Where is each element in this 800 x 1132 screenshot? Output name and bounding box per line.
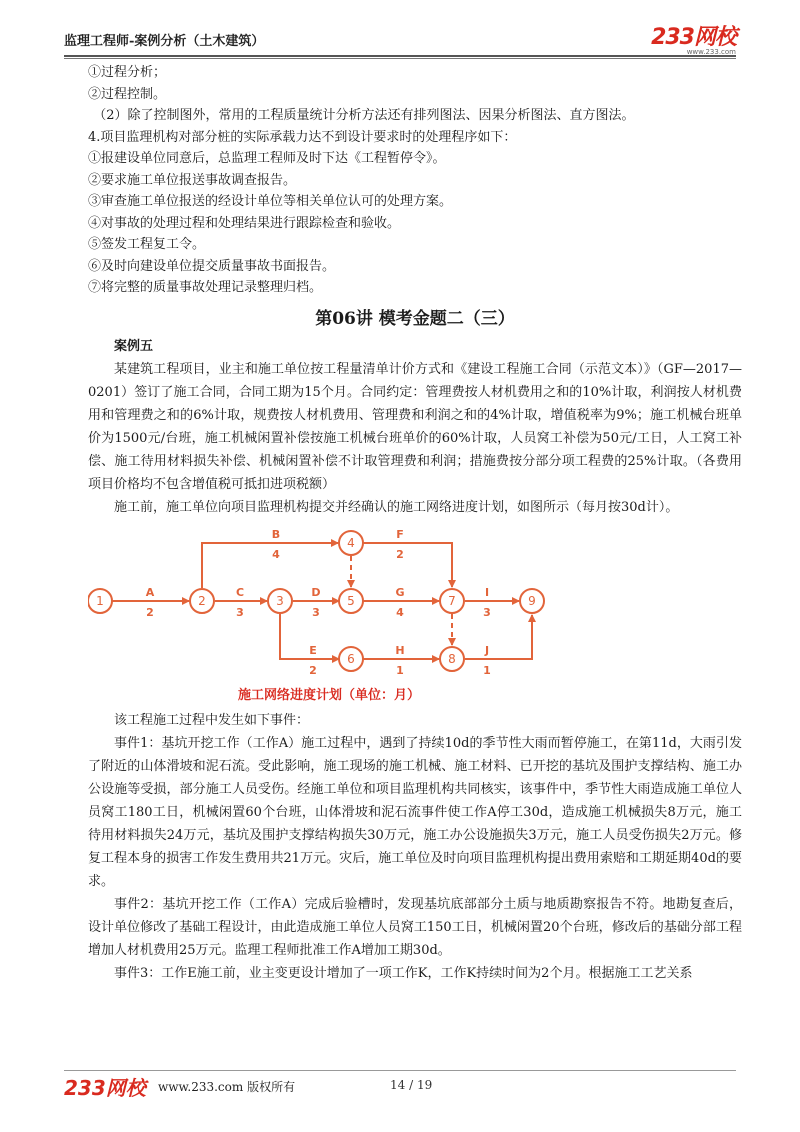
activity-duration-g: 4	[396, 605, 404, 619]
node-label-8: 8	[448, 651, 456, 666]
header-divider	[64, 55, 736, 57]
section-title: 第06讲 模考金题二（三）	[315, 308, 515, 329]
case-title: 案例五	[114, 339, 154, 354]
activity-duration-b: 4	[272, 547, 280, 561]
text-line: 4.项目监理机构对部分桩的实际承载力达不到设计要求时的处理程序如下：	[88, 129, 517, 145]
activity-duration-c: 3	[236, 605, 244, 619]
activity-label-e: E	[309, 643, 317, 657]
footer-copyright: www.233.com 版权所有	[158, 1080, 296, 1094]
text-line: ⑥及时向建设单位提交质量事故书面报告。	[88, 258, 336, 274]
header-divider-thin	[64, 58, 736, 59]
event-3-paragraph: 事件3：工作E施工前，业主变更设计增加了一项工作K，工作K持续时间为2个月。根据施工工艺关系	[114, 965, 693, 981]
node-label-2: 2	[198, 593, 206, 608]
logo-url: www.233.com	[686, 48, 736, 56]
text-line: ⑤签发工程复工令。	[88, 237, 206, 252]
text-line: （2）除了控制图外，常用的工程质量统计分析方法还有排列图法、因果分析图法、直方图法。	[93, 108, 635, 123]
activity-label-i: I	[484, 585, 490, 599]
activity-label-a: A	[145, 585, 155, 599]
text-line: ③审查施工单位报送的经设计单位等相关单位认可的处理方案。	[88, 194, 453, 209]
diagram-caption: 施工网络进度计划（单位：月）	[238, 687, 421, 703]
activity-label-d: D	[311, 585, 321, 599]
activity-duration-h: 1	[396, 663, 404, 677]
activity-arrow-f	[363, 543, 452, 587]
text-line: ⑦将完整的质量事故处理记录整理归档。	[88, 280, 323, 295]
activity-label-f: F	[396, 527, 404, 541]
network-diagram	[88, 523, 742, 703]
activity-label-g: G	[395, 585, 405, 599]
node-label-3: 3	[276, 593, 284, 608]
node-label-9: 9	[528, 593, 536, 608]
network-intro-paragraph: 施工前，施工单位向项目监理机构提交并经确认的施工网络进度计划，如图所示（每月按30d计）。	[114, 499, 679, 515]
activity-label-h: H	[395, 643, 405, 657]
activity-duration-e: 2	[309, 663, 317, 677]
activity-duration-i: 3	[483, 605, 491, 619]
footer-divider	[64, 1070, 736, 1071]
node-label-5: 5	[347, 593, 355, 608]
node-label-1: 1	[96, 593, 104, 608]
activity-duration-j: 1	[483, 663, 491, 677]
text-line: ④对事故的处理过程和处理结果进行跟踪检查和验收。	[88, 215, 401, 231]
page-content	[88, 62, 742, 985]
activity-duration-a: 2	[146, 605, 154, 619]
activity-duration-d: 3	[312, 605, 320, 619]
events-intro: 该工程施工过程中发生如下事件：	[114, 712, 310, 728]
node-label-4: 4	[347, 535, 355, 550]
case-intro-paragraph: 某建筑工程项目，业主和施工单位按工程量清单计价方式和《建设工程施工合同（示范文本）》（GF—2017—0201）签订了施工合同，合同工期为15个月。合同约定：管理费按人材机费用之和的10%计取，利润按人材机费用和管理费之和的6%计取，规费按人材机费用、管理费和利润之和的4%计取，增值税率为9%；施工机械台班单价为1500元/台班，施工机械闲置补偿按施工机械台班单价的60%计取，人员窝工补偿为50元/工日，人工窝工补偿、施工待用材料损失补偿、机械闲置补偿不计取管理费和利润；措施费按分部分项工程费的25%计取。（各费用项目价格均不包含增值税可抵扣进项税额）	[88, 361, 742, 492]
activity-arrow-j	[465, 615, 532, 659]
network-diagram-svg	[88, 523, 742, 703]
node-label-6: 6	[347, 651, 355, 666]
event-1-paragraph: 事件1：基坑开挖工作（工作A）施工过程中，遇到了持续10d的季节性大雨而暂停施工，在第11d，大雨引发了附近的山体滑坡和泥石流。受此影响，施工现场的施工机械、施工材料、已开挖的基坑及围护支撑结构、施工办公设施等受损，部分施工人员受伤。经施工单位和项目监理机构共同核实，该事件中，季节性大雨造成施工单位人员窝工180工日，机械闲置60个台班，山体滑坡和泥石流事件使工作A停工30d，造成施工机械损失8万元，施工待用材料损失24万元，基坑及围护支撑结构损失30万元，施工办公设施损失3万元，施工人员受伤损失2万元。修复工程本身的损害工作发生费用共21万元。灾后，施工单位及时向项目监理机构提出费用索赔和工期延期40d的要求。	[88, 735, 742, 889]
activity-label-b: B	[271, 527, 281, 541]
node-label-7: 7	[448, 593, 456, 608]
text-line: ②过程控制。	[88, 86, 167, 102]
brand-logo[interactable]	[651, 20, 736, 56]
footer-logo[interactable]: 233网校	[64, 1076, 146, 1100]
text-line: ①过程分析；	[88, 65, 167, 80]
logo-text: 233网校	[651, 25, 736, 50]
activity-arrow-b	[202, 543, 338, 588]
event-2-paragraph: 事件2：基坑开挖工作（工作A）完成后验槽时，发现基坑底部部分土质与地质勘察报告不符。地勘复查后，设计单位修改了基础工程设计，由此造成施工单位人员窝工150工日，机械闲置20个台班，修改后的基础分部工程增加人材机费用25万元。监理工程师批准工作A增加工期30d。	[88, 896, 742, 958]
activity-label-c: C	[235, 585, 245, 599]
header-title: 监理工程师-案例分析（土木建筑）	[64, 34, 265, 49]
activity-label-j: J	[484, 643, 490, 657]
text-line: ①报建设单位同意后，总监理工程师及时下达《工程暂停令》。	[88, 151, 446, 166]
text-line: ②要求施工单位报送事故调查报告。	[88, 172, 297, 188]
activity-duration-f: 2	[396, 547, 404, 561]
page-number: 14 / 19	[390, 1078, 433, 1092]
